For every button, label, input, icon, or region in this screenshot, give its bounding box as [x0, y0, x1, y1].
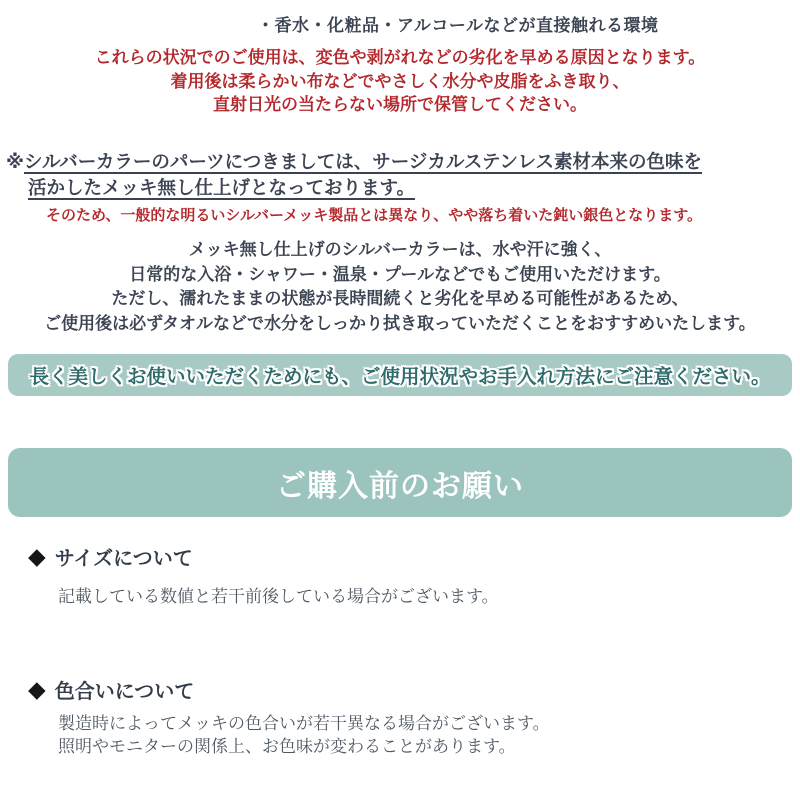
diamond-bullet-icon: ◆ — [28, 676, 46, 702]
care-warning-block — [0, 46, 800, 117]
silver-note-line-2 — [28, 175, 702, 201]
care-notice-banner-text: 長く美しくお使いいただくためにも、ご使用状況やお手入れ方法にご注意ください。 — [29, 366, 771, 388]
diamond-bullet-icon: ◆ — [28, 543, 46, 569]
note-marker: ※ — [6, 151, 24, 172]
pre-purchase-section-title: ご購入前のお願い — [276, 469, 524, 503]
usage-info-line: ご使用後は必ずタオルなどで水分をしっかり拭き取っていただくことをおすすめいたします。 — [44, 313, 756, 333]
color-section-body — [58, 712, 550, 758]
care-warning-line: 直射日光の当たらない場所で保管してください。 — [213, 95, 587, 114]
size-section-body: 記載している数値と若干前後している場合がございます。 — [58, 587, 499, 606]
silver-note-red-subline: そのため、一般的な明るいシルバーメッキ製品とは異なり、やや落ち着いた鈍い銀色となります。 — [46, 207, 703, 224]
pre-purchase-section-header — [8, 448, 792, 517]
usage-info-line: 日常的な入浴・シャワー・温泉・プールなどでもご使用いただけます。 — [129, 264, 671, 284]
size-section-heading-text: サイズについて — [54, 548, 193, 570]
silver-color-note — [6, 149, 702, 226]
usage-info-block — [0, 238, 800, 336]
color-section-body-line: 照明やモニターの関係上、お色味が変わることがあります。 — [58, 737, 516, 756]
color-section-heading-text: 色合いについて — [54, 681, 195, 703]
usage-info-line: ただし、濡れたままの状態が長時間続くと劣化を早める可能性があるため、 — [111, 289, 689, 308]
care-notice-banner — [8, 354, 792, 396]
environment-list-item: ・香水・化粧品・アルコールなどが直接触れる環境 — [257, 16, 659, 35]
color-section-body-line: 製造時によってメッキの色合いが若干異なる場合がございます。 — [58, 714, 550, 733]
usage-info-line: メッキ無し仕上げのシルバーカラーは、水や汗に強く、 — [188, 240, 612, 259]
silver-note-underlined-text-2: 活かしたメッキ無し仕上げとなっております。 — [28, 177, 416, 198]
silver-note-line-1 — [6, 149, 702, 175]
size-section-heading — [28, 542, 193, 571]
silver-note-underlined-text-1: シルバーカラーのパーツにつきましては、サージカルステンレス素材本来の色味を — [24, 151, 703, 172]
care-warning-line: 着用後は柔らかい布などでやさしく水分や皮脂をふき取り、 — [170, 71, 630, 91]
care-warning-line: これらの状況でのご使用は、変色や剥がれなどの劣化を早める原因となります。 — [94, 48, 706, 67]
color-section-heading — [28, 675, 194, 704]
